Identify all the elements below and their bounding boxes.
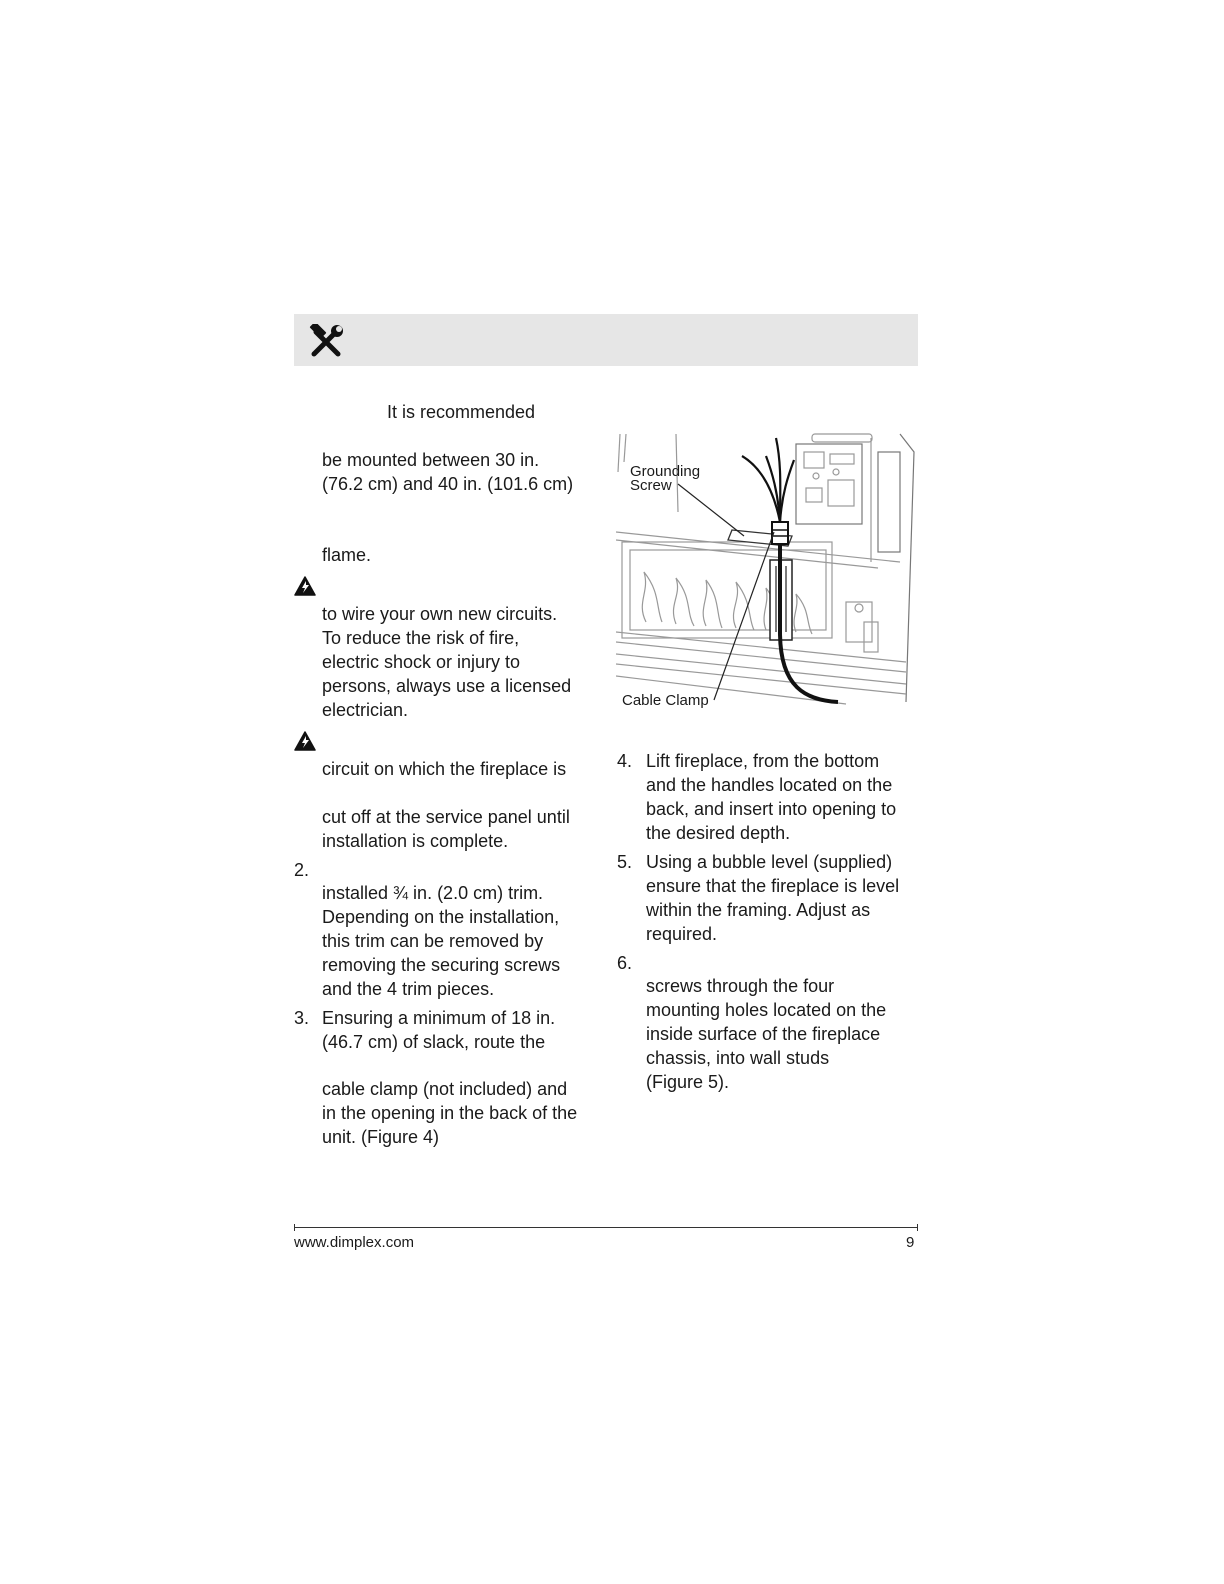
step3-line-2: (46.7 cm) of slack, route the — [322, 1032, 546, 1052]
step2-line-3: this trim can be removed by — [322, 931, 544, 951]
step-4-number: 4. — [617, 751, 633, 771]
screw-label: Screw — [630, 477, 672, 494]
step-2-number: 2. — [294, 860, 310, 880]
step3-line-4: in the opening in the back of the — [322, 1103, 578, 1123]
warning2-line-1: circuit on which the fireplace is — [322, 759, 567, 779]
warning2-line-3: installation is complete. — [322, 831, 509, 851]
grounding-label: Grounding — [630, 463, 701, 480]
tools-icon — [308, 324, 344, 358]
warning-icon — [294, 731, 316, 751]
cable-clamp-label: Cable Clamp — [622, 692, 709, 709]
warning1-line-3: electric shock or injury to — [322, 652, 521, 672]
step5-line-2: ensure that the fireplace is level — [646, 876, 900, 896]
step6-line-2: mounting holes located on the — [646, 1000, 887, 1020]
warning-icon — [294, 576, 316, 596]
warning1-line-2: To reduce the risk of fire, — [322, 628, 520, 648]
figure-4-diagram — [616, 432, 916, 716]
step4-line-1: Lift fireplace, from the bottom — [646, 751, 880, 771]
step6-line-5: (Figure 5). — [646, 1072, 730, 1092]
step2-line-2: Depending on the installation, — [322, 907, 560, 927]
warning1-line-5: electrician. — [322, 700, 409, 720]
page-number: 9 — [906, 1234, 915, 1251]
step4-line-4: the desired depth. — [646, 823, 791, 843]
step6-line-1: screws through the four — [646, 976, 835, 996]
step-5-number: 5. — [617, 852, 633, 872]
intro-fragment: It is recommended — [387, 402, 536, 422]
warning2-line-2: cut off at the service panel until — [322, 807, 570, 827]
warning1-line-1: to wire your own new circuits. — [322, 604, 558, 624]
step5-line-1: Using a bubble level (supplied) — [646, 852, 893, 872]
step5-line-3: within the framing. Adjust as — [646, 900, 871, 920]
step3-line-5: unit. (Figure 4) — [322, 1127, 440, 1147]
mount-line-2: (76.2 cm) and 40 in. (101.6 cm) — [322, 474, 574, 494]
step3-line-1: Ensuring a minimum of 18 in. — [322, 1008, 556, 1028]
step2-line-1: installed ¾ in. (2.0 cm) trim. — [322, 883, 544, 903]
footer-website[interactable]: www.dimplex.com — [294, 1234, 415, 1251]
step4-line-2: and the handles located on the — [646, 775, 893, 795]
step6-line-4: chassis, into wall studs — [646, 1048, 830, 1068]
step5-line-4: required. — [646, 924, 718, 944]
step4-line-3: back, and insert into opening to — [646, 799, 897, 819]
step3-line-3: cable clamp (not included) and — [322, 1079, 568, 1099]
step-6-number: 6. — [617, 953, 633, 973]
step2-line-5: and the 4 trim pieces. — [322, 979, 495, 999]
footer-divider — [294, 1227, 918, 1228]
step-3-number: 3. — [294, 1008, 310, 1028]
warning1-line-4: persons, always use a licensed — [322, 676, 572, 696]
flame-line: flame. — [322, 545, 372, 565]
step2-line-4: removing the securing screws — [322, 955, 561, 975]
step6-line-3: inside surface of the fireplace — [646, 1024, 881, 1044]
section-header-bar — [294, 314, 918, 366]
mount-line-1: be mounted between 30 in. — [322, 450, 540, 470]
